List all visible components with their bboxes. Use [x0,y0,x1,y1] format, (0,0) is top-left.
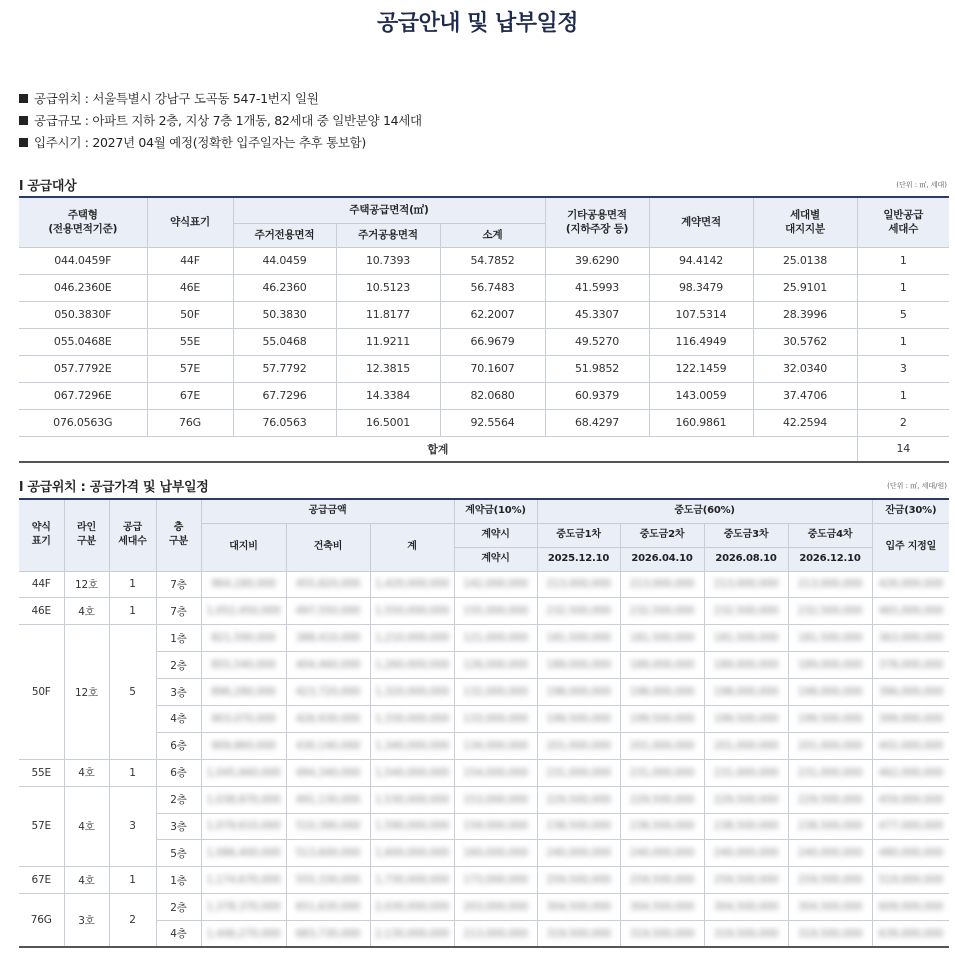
section-title-supply-target: l 공급대상 [19,179,77,194]
table-row [19,921,949,948]
header-total: 계 [370,523,454,571]
header-other-area: 기타공용면적 (지하주장 등) [545,197,649,247]
header-floor: 층 구분 [156,499,201,571]
price-cell: 213,000,000 [620,571,704,598]
header-deposit-when-2: 계약시 [454,547,537,571]
table-row [19,759,949,786]
price-cell: 201,000,000 [704,732,788,759]
price-cell: 304,500,000 [620,894,704,921]
price-cell: 491,130,000 [286,786,370,813]
table-cell: 14.3384 [336,382,440,409]
table-row [19,786,949,813]
table-cell: 25.0138 [753,247,857,274]
price-cell: 259,500,000 [704,867,788,894]
price-cell: 909,860,000 [201,732,286,759]
header-type: 주택형 (전용면적기준) [19,197,147,247]
total-label: 합계 [19,436,857,462]
price-cell: 201,000,000 [537,732,620,759]
price-cell: 259,500,000 [620,867,704,894]
header-units: 공급 세대수 [109,499,156,571]
price-cell: 231,000,000 [704,759,788,786]
table-cell: 1 [857,382,949,409]
price-cell: 232,500,000 [620,598,704,625]
abbr-cell: 50F [19,625,64,759]
table-cell: 050.3830F [19,301,147,328]
header-supply-price: 공급금액 [201,499,454,523]
price-cell: 455,820,000 [286,571,370,598]
price-cell: 153,000,000 [454,786,537,813]
price-cell: 480,000,000 [872,840,949,867]
price-cell: 189,000,000 [537,652,620,679]
price-cell: 240,000,000 [620,840,704,867]
header-deposit: 계약금(10%) [454,499,537,523]
price-cell: 639,000,000 [872,921,949,948]
abbr-cell: 44F [19,571,64,598]
table-cell: 3 [857,355,949,382]
floor-cell: 2층 [156,652,201,679]
price-cell: 388,410,000 [286,625,370,652]
table-cell: 11.9211 [336,328,440,355]
floor-cell: 1층 [156,625,201,652]
table-cell: 10.7393 [336,247,440,274]
table-cell: 5 [857,301,949,328]
price-cell: 240,000,000 [704,840,788,867]
table-cell: 067.7296E [19,382,147,409]
price-schedule-body [19,571,949,947]
price-cell: 2,130,000,000 [370,921,454,948]
floor-cell: 2층 [156,894,201,921]
table-cell: 70.1607 [440,355,545,382]
price-cell: 1,600,000,000 [370,840,454,867]
price-cell: 396,000,000 [872,679,949,706]
price-cell: 1,590,000,000 [370,813,454,840]
table-cell: 82.0680 [440,382,545,409]
line-cell: 12호 [64,571,109,598]
header-balance: 잔금(30%) [872,499,949,523]
unit-label: (단위 : ㎡, 세대) [896,181,947,189]
table-row [19,355,949,382]
price-cell: 426,930,000 [286,705,370,732]
table-cell: 60.9379 [545,382,649,409]
price-cell: 259,500,000 [788,867,872,894]
table-row [19,705,949,732]
abbr-cell: 57E [19,786,64,867]
table-cell: 11.8177 [336,301,440,328]
price-cell: 133,000,000 [454,705,537,732]
price-cell: 201,000,000 [788,732,872,759]
price-cell: 1,730,000,000 [370,867,454,894]
header-abbr: 약식 표기 [19,499,64,571]
page-title: 공급안내 및 납부일정 [376,11,579,36]
price-cell: 232,500,000 [704,598,788,625]
table-cell: 076.0563G [19,409,147,436]
price-cell: 1,540,000,000 [370,759,454,786]
header-m3-date: 2026.08.10 [704,547,788,571]
table-cell: 55E [147,328,233,355]
price-cell: 1,378,370,000 [201,894,286,921]
table-cell: 055.0468E [19,328,147,355]
price-cell: 1,320,000,000 [370,679,454,706]
floor-cell: 4층 [156,921,201,948]
price-cell: 181,500,000 [620,625,704,652]
table-cell: 116.4949 [649,328,753,355]
floor-cell: 3층 [156,679,201,706]
table-cell: 49.5270 [545,328,649,355]
price-cell: 231,000,000 [620,759,704,786]
table-cell: 37.4706 [753,382,857,409]
info-line: 공급위치 : 서울특별시 강남구 도곡동 547-1번지 일원 [19,88,422,110]
price-cell: 213,000,000 [788,571,872,598]
units-cell: 5 [109,625,156,759]
price-cell: 232,500,000 [537,598,620,625]
table-cell: 67E [147,382,233,409]
table-cell: 67.7296 [233,382,336,409]
price-cell: 198,000,000 [537,679,620,706]
table-row [19,409,949,436]
price-cell: 240,000,000 [537,840,620,867]
price-cell: 1,052,450,000 [201,598,286,625]
table-cell: 98.3479 [649,274,753,301]
total-value: 14 [857,436,949,462]
abbr-cell: 67E [19,867,64,894]
price-cell: 159,000,000 [454,813,537,840]
floor-cell: 7층 [156,571,201,598]
price-cell: 651,630,000 [286,894,370,921]
header-common-area: 주거공용면적 [336,223,440,247]
price-cell: 477,000,000 [872,813,949,840]
abbr-cell: 76G [19,894,64,948]
table-row [19,813,949,840]
table-cell: 44F [147,247,233,274]
price-cell: 510,390,000 [286,813,370,840]
price-cell: 126,000,000 [454,652,537,679]
price-schedule-table [19,498,949,948]
price-cell: 231,000,000 [537,759,620,786]
section-title-price-schedule: l 공급위치 : 공급가격 및 납부일정 [19,480,209,495]
table-cell: 1 [857,328,949,355]
table-row [19,840,949,867]
price-cell: 964,180,000 [201,571,286,598]
price-cell: 1,530,000,000 [370,786,454,813]
table-cell: 160.9861 [649,409,753,436]
floor-cell: 7층 [156,598,201,625]
table-row [19,652,949,679]
table-cell: 45.3307 [545,301,649,328]
table-cell: 46E [147,274,233,301]
table-cell: 57.7792 [233,355,336,382]
table-cell: 25.9101 [753,274,857,301]
price-cell: 903,070,000 [201,705,286,732]
units-cell: 3 [109,786,156,867]
price-cell: 399,000,000 [872,705,949,732]
header-m1-date: 2025.12.10 [537,547,620,571]
price-cell: 319,500,000 [788,921,872,948]
price-cell: 319,500,000 [704,921,788,948]
price-cell: 232,500,000 [788,598,872,625]
price-cell: 132,000,000 [454,679,537,706]
price-cell: 142,000,000 [454,571,537,598]
header-contract-area: 계약면적 [649,197,753,247]
header-abbr: 약식표기 [147,197,233,247]
price-cell: 173,000,000 [454,867,537,894]
price-cell: 1,079,610,000 [201,813,286,840]
price-cell: 229,500,000 [704,786,788,813]
price-cell: 199,500,000 [788,705,872,732]
price-cell: 229,500,000 [788,786,872,813]
price-cell: 238,500,000 [620,813,704,840]
table-cell: 66.9679 [440,328,545,355]
table-cell: 50.3830 [233,301,336,328]
table-cell: 107.5314 [649,301,753,328]
price-cell: 1,550,000,000 [370,598,454,625]
price-cell: 240,000,000 [788,840,872,867]
price-cell: 160,000,000 [454,840,537,867]
table-cell: 62.2007 [440,301,545,328]
price-cell: 423,720,000 [286,679,370,706]
price-cell: 198,000,000 [788,679,872,706]
line-cell: 4호 [64,759,109,786]
header-exclusive-area: 주거전용면적 [233,223,336,247]
table-cell: 1 [857,274,949,301]
price-cell: 319,500,000 [620,921,704,948]
units-cell: 1 [109,571,156,598]
price-cell: 363,000,000 [872,625,949,652]
floor-cell: 1층 [156,867,201,894]
line-cell: 4호 [64,867,109,894]
price-cell: 229,500,000 [620,786,704,813]
table-cell: 044.0459F [19,247,147,274]
table-cell: 10.5123 [336,274,440,301]
square-bullet-icon [19,116,28,125]
supply-target-table [19,196,949,463]
price-cell: 181,500,000 [788,625,872,652]
header-units: 일반공급 세대수 [857,197,949,247]
price-cell: 198,000,000 [620,679,704,706]
price-cell: 304,500,000 [537,894,620,921]
table-row [19,301,949,328]
square-bullet-icon [19,138,28,147]
table-row [19,382,949,409]
table-row [19,328,949,355]
price-cell: 155,000,000 [454,598,537,625]
supply-target-body [19,247,949,462]
price-cell: 231,000,000 [788,759,872,786]
price-cell: 402,000,000 [872,732,949,759]
info-list [19,88,422,154]
table-cell: 55.0468 [233,328,336,355]
price-cell: 1,045,660,000 [201,759,286,786]
price-cell: 404,460,000 [286,652,370,679]
table-cell: 68.4297 [545,409,649,436]
square-bullet-icon [19,94,28,103]
table-cell: 50F [147,301,233,328]
table-row [19,274,949,301]
info-line: 입주시기 : 2027년 04월 예정(정확한 입주일자는 추후 통보함) [19,132,422,154]
price-cell: 189,000,000 [620,652,704,679]
unit-label: (단위 : ㎡, 세대/원) [887,482,947,490]
table-cell: 2 [857,409,949,436]
price-cell: 189,000,000 [788,652,872,679]
line-cell: 4호 [64,598,109,625]
header-building-cost: 건축비 [286,523,370,571]
table-cell: 42.2594 [753,409,857,436]
price-cell: 1,086,400,000 [201,840,286,867]
price-cell: 1,420,000,000 [370,571,454,598]
price-cell: 199,500,000 [620,705,704,732]
table-row [19,598,949,625]
header-m1: 중도금1차 [537,523,620,547]
header-m3: 중도금3차 [704,523,788,547]
price-cell: 2,030,000,000 [370,894,454,921]
price-cell: 199,500,000 [704,705,788,732]
floor-cell: 5층 [156,840,201,867]
price-cell: 821,590,000 [201,625,286,652]
price-cell: 181,500,000 [704,625,788,652]
price-cell: 683,730,000 [286,921,370,948]
header-m2: 중도금2차 [620,523,704,547]
price-cell: 238,500,000 [537,813,620,840]
header-line: 라인 구분 [64,499,109,571]
price-cell: 229,500,000 [537,786,620,813]
price-cell: 1,340,000,000 [370,732,454,759]
header-middle-payment: 중도금(60%) [537,499,872,523]
table-cell: 1 [857,247,949,274]
line-cell: 3호 [64,894,109,948]
units-cell: 2 [109,894,156,948]
table-row [19,894,949,921]
table-cell: 122.1459 [649,355,753,382]
table-cell: 143.0059 [649,382,753,409]
floor-cell: 6층 [156,759,201,786]
price-cell: 426,000,000 [872,571,949,598]
price-cell: 213,000,000 [704,571,788,598]
header-deposit-when: 계약시 [454,523,537,547]
price-cell: 519,000,000 [872,867,949,894]
price-cell: 462,000,000 [872,759,949,786]
price-cell: 1,038,870,000 [201,786,286,813]
header-subtotal: 소계 [440,223,545,247]
table-row [19,867,949,894]
table-cell: 56.7483 [440,274,545,301]
price-cell: 855,540,000 [201,652,286,679]
price-cell: 1,210,000,000 [370,625,454,652]
table-cell: 92.5564 [440,409,545,436]
price-cell: 465,000,000 [872,598,949,625]
header-m4-date: 2026.12.10 [788,547,872,571]
price-cell: 430,140,000 [286,732,370,759]
total-row [19,436,949,462]
table-cell: 54.7852 [440,247,545,274]
price-cell: 304,500,000 [788,894,872,921]
price-cell: 1,446,270,000 [201,921,286,948]
table-cell: 046.2360E [19,274,147,301]
line-cell: 4호 [64,786,109,867]
table-cell: 057.7792E [19,355,147,382]
header-land-cost: 대지비 [201,523,286,571]
table-row [19,247,949,274]
table-cell: 30.5762 [753,328,857,355]
price-cell: 513,600,000 [286,840,370,867]
price-cell: 1,174,670,000 [201,867,286,894]
price-cell: 134,000,000 [454,732,537,759]
price-cell: 497,550,000 [286,598,370,625]
price-cell: 154,000,000 [454,759,537,786]
units-cell: 1 [109,598,156,625]
table-cell: 76.0563 [233,409,336,436]
table-cell: 46.2360 [233,274,336,301]
units-cell: 1 [109,759,156,786]
price-cell: 378,000,000 [872,652,949,679]
units-cell: 1 [109,867,156,894]
table-cell: 16.5001 [336,409,440,436]
floor-cell: 2층 [156,786,201,813]
price-cell: 609,000,000 [872,894,949,921]
price-cell: 213,000,000 [537,571,620,598]
table-cell: 51.9852 [545,355,649,382]
price-cell: 319,500,000 [537,921,620,948]
price-cell: 304,500,000 [704,894,788,921]
price-cell: 201,000,000 [620,732,704,759]
price-cell: 238,500,000 [704,813,788,840]
line-cell: 12호 [64,625,109,759]
table-cell: 28.3996 [753,301,857,328]
table-cell: 12.3815 [336,355,440,382]
header-m2-date: 2026.04.10 [620,547,704,571]
table-row [19,679,949,706]
price-cell: 1,260,000,000 [370,652,454,679]
floor-cell: 3층 [156,813,201,840]
price-cell: 121,000,000 [454,625,537,652]
floor-cell: 4층 [156,705,201,732]
table-row [19,571,949,598]
table-cell: 44.0459 [233,247,336,274]
info-line: 공급규모 : 아파트 지하 2층, 지상 7층 1개동, 82세대 중 일반분양 14세대 [19,110,422,132]
table-cell: 94.4142 [649,247,753,274]
table-row [19,732,949,759]
table-cell: 32.0340 [753,355,857,382]
price-cell: 199,500,000 [537,705,620,732]
table-cell: 57E [147,355,233,382]
table-row [19,625,949,652]
price-cell: 198,000,000 [704,679,788,706]
header-land-share: 세대별 대지지분 [753,197,857,247]
table-cell: 76G [147,409,233,436]
price-cell: 494,340,000 [286,759,370,786]
price-cell: 459,000,000 [872,786,949,813]
price-cell: 213,000,000 [454,921,537,948]
header-balance-when: 입주 지정일 [872,523,949,571]
abbr-cell: 55E [19,759,64,786]
price-cell: 203,000,000 [454,894,537,921]
abbr-cell: 46E [19,598,64,625]
floor-cell: 6층 [156,732,201,759]
price-cell: 259,500,000 [537,867,620,894]
price-cell: 896,280,000 [201,679,286,706]
table-cell: 39.6290 [545,247,649,274]
price-cell: 189,000,000 [704,652,788,679]
table-cell: 41.5993 [545,274,649,301]
price-cell: 1,330,000,000 [370,705,454,732]
price-cell: 238,500,000 [788,813,872,840]
price-cell: 181,500,000 [537,625,620,652]
price-cell: 555,330,000 [286,867,370,894]
header-m4: 중도금4차 [788,523,872,547]
header-supply-area: 주택공급면적(㎡) [233,197,545,223]
